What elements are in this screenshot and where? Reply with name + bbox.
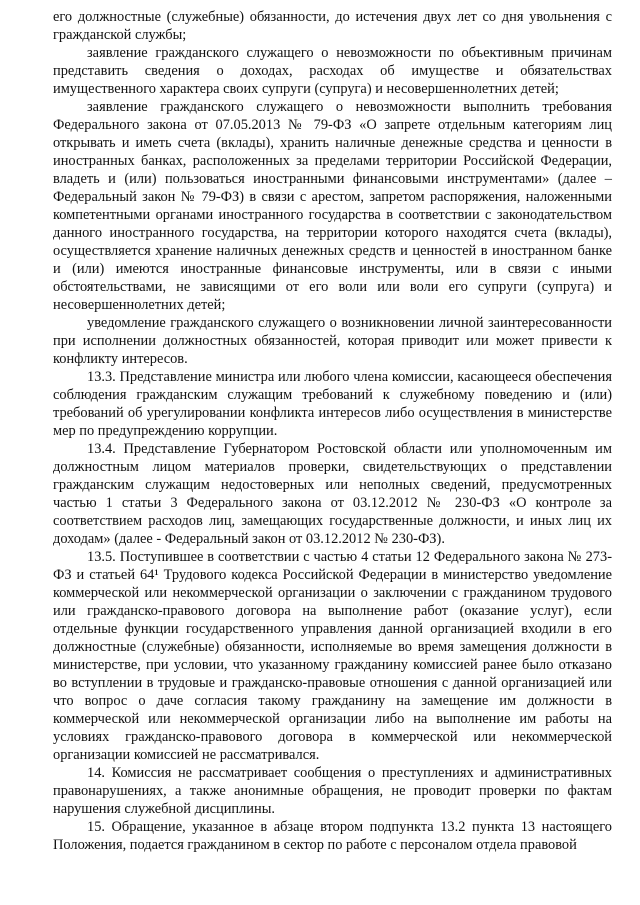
paragraph-14: 14. Комиссия не рассматривает сообщения о преступлениях и административных правонарушениях, а также анонимные обращения, не проводит проверки по фактам нарушения служебной дисциплины. xyxy=(53,765,612,817)
paragraph-13-4: 13.4. Представление Губернатором Ростовской области или уполномоченным им должностным лицом материалов проверки, свидетельствующих о представлении гражданским служащим недостоверных или неполных сведений, предусмотренных частью 1 статьи 3 Федерального закона от 03.12.2012 № 230-ФЗ «О контроле за соответствием расходов лиц, замещающих государственные должности, и иных лиц их доходам» (далее - Федеральный закон от 03.12.2012 № 230-ФЗ). xyxy=(53,441,612,547)
paragraph-13-3: 13.3. Представление министра или любого члена комиссии, касающееся обеспечения соблюдения гражданским служащим требований к служебному поведению и (или) требований об урегулировании конфликта интересов либо осуществления в министерстве мер по предупреждению коррупции. xyxy=(53,369,612,439)
paragraph-15: 15. Обращение, указанное в абзаце втором подпункта 13.2 пункта 13 настоящего Положения, подается гражданином в сектор по работе с персоналом отдела правовой xyxy=(53,819,612,853)
document-body xyxy=(53,8,612,854)
paragraph-income-statement: заявление гражданского служащего о невозможности по объективным причинам представить сведения о доходах, расходах об имуществе и обязательствах имущественного характера своих супруги (супруга) и несовершеннолетних детей; xyxy=(53,45,612,97)
paragraph-foreign-accounts: заявление гражданского служащего о невозможности выполнить требования Федерального закона от 07.05.2013 № 79-ФЗ «О запрете отдельным категориям лиц открывать и иметь счета (вклады), хранить наличные денежные средства и ценности в иностранных банках, расположенных за пределами территории Российской Федерации, владеть и (или) пользоваться иностранными финансовыми инструментами» (далее – Федеральный закон № 79-ФЗ) в связи с арестом, запретом распоряжения, наложенными компетентными органами иностранного государства в соответствии с законодательством данного иностранного государства, на территории которого находятся счета (вклады), осуществляется хранение наличных денежных средств и ценностей в иностранном банке и (или) имеются иностранные финансовые инструменты, или в связи с иными обстоятельствами, не зависящими от его воли или воли его супруги (супруга) и несовершеннолетних детей; xyxy=(53,99,612,313)
paragraph-conflict-notice: уведомление гражданского служащего о возникновении личной заинтересованности при исполнении должностных обязанностей, которая приводит или может привести к конфликту интересов. xyxy=(53,315,612,367)
paragraph-continuation: его должностные (служебные) обязанности, до истечения двух лет со дня увольнения с гражданской службы; xyxy=(53,9,612,43)
paragraph-13-5: 13.5. Поступившее в соответствии с частью 4 статьи 12 Федерального закона № 273-ФЗ и статьей 64¹ Трудового кодекса Российской Федерации в министерство уведомление коммерческой или некоммерческой организации о заключении с гражданином трудового или гражданско-правового договора на выполнение работ (оказание услуг), если отдельные функции государственного управления данной организацией входили в его должностные (служебные) обязанности, исполняемые во время замещения должности в министерстве, при условии, что указанному гражданину комиссией ранее было отказано во вступлении в трудовые и гражданско-правовые отношения с данной организацией или что вопрос о даче согласия такому гражданину на замещение им должности в коммерческой или некоммерческой организации либо на выполнение им работы на условиях гражданско-правового договора в коммерческой или некоммерческой организации комиссией не рассматривался. xyxy=(53,549,612,763)
